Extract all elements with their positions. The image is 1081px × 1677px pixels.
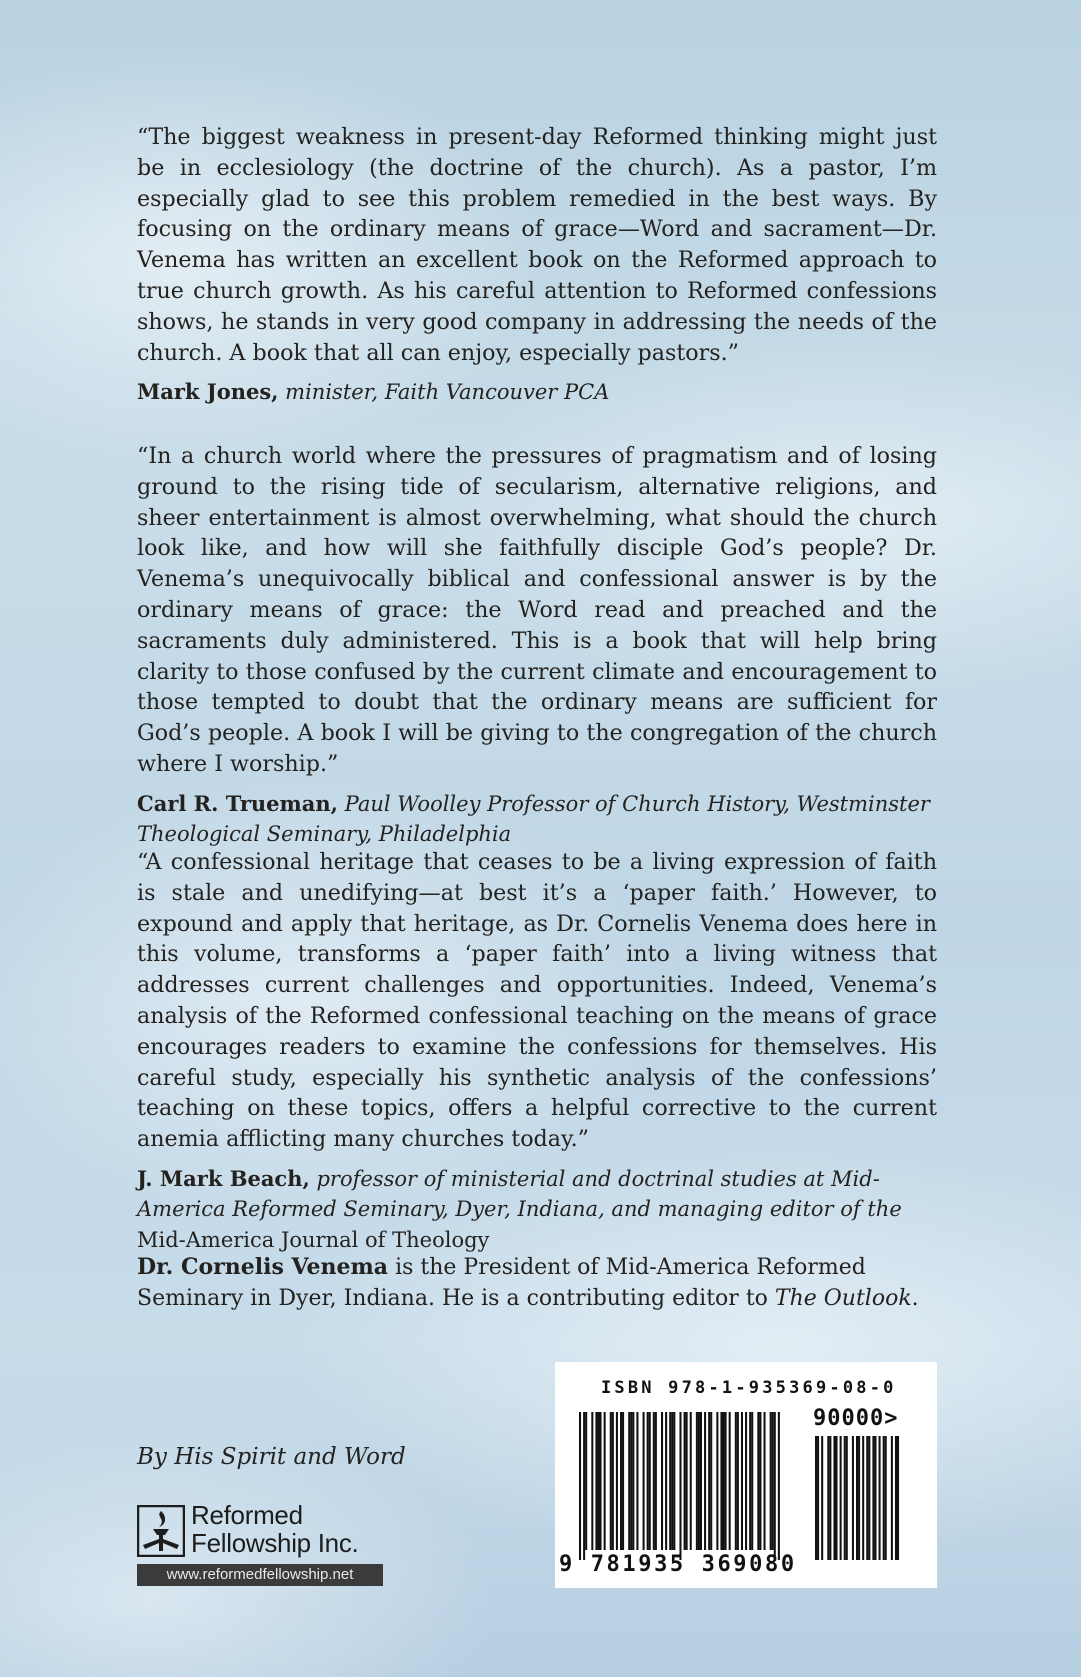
blurb-3-name: J. Mark Beach, [137, 1165, 310, 1191]
barcode-bar [708, 1412, 710, 1550]
barcode-bar [696, 1412, 698, 1550]
barcode-addon-bar [883, 1436, 885, 1560]
blurb-3-quote: “A confessional heritage that ceases to be a living expression of faith is stale and unedifying—at best it’s a ‘paper faith.’ However, to expound and apply that heritage, as Dr. Cornelis Venema does here in this volume, transforms a ‘paper faith’ into a living witness that addresses current challenges and opportunities. Indeed, Venema’s analysis of the Reformed confessional teaching on the means of grace encourages readers to examine the confessions for themselves. His careful study, especially his synthetic analysis of the confessions’ teaching on these topics, offers a helpful corrective to the current anemia afflicting many churches today.” [137, 849, 937, 1153]
barcode-bar [729, 1412, 731, 1550]
barcode-bar [600, 1412, 602, 1550]
blurb-3-title-the: the [867, 1197, 902, 1222]
barcode-bar [597, 1412, 599, 1550]
blurb-2-name: Carl R. Trueman, [137, 790, 338, 816]
barcode-bar [679, 1412, 681, 1560]
barcode-bar [723, 1412, 725, 1550]
barcode-bar [745, 1412, 747, 1550]
barcode-addon-bar [815, 1436, 817, 1560]
author-bio-text [137, 1252, 937, 1315]
barcode-bar [661, 1412, 663, 1550]
author-bio-name: Dr. Cornelis Venema [137, 1254, 389, 1280]
blurb-3-journal: Mid-America Journal of Theology [137, 1227, 490, 1252]
barcode-addon-bar [829, 1436, 831, 1560]
barcode-addon-bar [833, 1436, 835, 1560]
author-bio-publication: The Outlook [774, 1285, 912, 1311]
barcode-bar [632, 1412, 634, 1550]
author-bio [137, 1252, 937, 1315]
isbn-barcode [555, 1362, 937, 1588]
barcode-addon-bar [846, 1436, 848, 1560]
barcode-bar [741, 1412, 743, 1550]
barcode-bar [686, 1412, 688, 1550]
barcode-addon-bar [821, 1436, 823, 1560]
barcode-bar [710, 1412, 712, 1550]
blurb-2 [137, 441, 937, 850]
author-bio-end: . [911, 1285, 919, 1311]
barcode-addon-bar [868, 1436, 870, 1560]
blurb-3-title: professor of ministerial and doctrinal studies at Mid-America Reformed Seminary, Dyer, Indiana, and managing editor of [137, 1166, 880, 1222]
barcode-bar [647, 1412, 649, 1550]
barcode-bar [770, 1412, 772, 1550]
barcode-addon-bar [891, 1436, 893, 1560]
barcode-bar [704, 1412, 706, 1550]
barcode-addon-bar [840, 1436, 842, 1560]
barcode-bar [643, 1412, 645, 1550]
barcode-bar [716, 1412, 718, 1550]
blurb-1-quote: “The biggest weakness in present-day Reformed thinking might just be in ecclesiology (the doctrine of the church). As a pastor, I’m especially glad to see this problem remedied in the best ways. By focusing on the ordinary means of grace—Word and sacrament—Dr. Venema has written an excellent book on the Reformed approach to true church growth. As his careful attention to Reformed confessions shows, he stands in very good company in addressing the needs of the church. A book that all can enjoy, especially pastors.” [137, 124, 937, 366]
barcode-bar [751, 1412, 753, 1550]
blurb-2-quote: “In a church world where the pressures of pragmatism and of losing ground to the rising tide of secularism, alternative religions, and sheer entertainment is almost overwhelming, what should the church look like, and how will she faithfully disciple God’s people? Dr. Venema’s unequivocally biblical and confessional answer is by the ordinary means of grace: the Word read and preached and the sacraments duly administered. This is a book that will help bring clarity to those confused by the current climate and encouragement to those tempted to doubt that the ordinary means are sufficient for God’s people. A book I will be giving to the congregation of the church where I worship.” [137, 443, 937, 777]
barcode-addon-bar [885, 1436, 887, 1560]
publisher-name-line-2: Fellowship Inc. [191, 1528, 359, 1558]
barcode-addon-bar [856, 1436, 858, 1560]
barcode-addon-bar [866, 1436, 868, 1560]
barcode-addon-bar [874, 1436, 876, 1560]
barcode-bar [636, 1412, 638, 1550]
barcode-addon-bar [827, 1436, 829, 1560]
barcode-bar [772, 1412, 774, 1550]
blurb-2-title: Paul Woolley Professor of Church History, Westminster Theological Seminary, Philadelphia [137, 791, 930, 847]
barcode-bar [585, 1412, 587, 1550]
barcode-addon-bar [836, 1436, 838, 1560]
barcode-bar [690, 1412, 692, 1550]
publisher-name [191, 1501, 358, 1557]
blurb-1 [137, 122, 937, 408]
publisher-logo [137, 1500, 385, 1585]
barcode-bar [591, 1412, 593, 1550]
barcode-bar [774, 1412, 776, 1560]
barcode-bar [725, 1412, 727, 1550]
barcode-bar [759, 1412, 761, 1550]
isbn-label: ISBN 978-1-935369-08-0 [601, 1378, 897, 1398]
barcode-bar [665, 1412, 667, 1550]
barcode-bar [671, 1412, 673, 1550]
barcode-bar [700, 1412, 702, 1550]
barcode-bar [628, 1412, 630, 1550]
barcode-bar [616, 1412, 618, 1550]
ean-digits: 9 781935 369080 [559, 1552, 797, 1577]
barcode-bar [649, 1412, 651, 1550]
barcode-addon-bar [862, 1436, 864, 1560]
barcode-addon-bar [817, 1436, 819, 1560]
barcode-addon-bar [895, 1436, 897, 1560]
blurb-2-attribution [137, 789, 937, 850]
blurb-1-name: Mark Jones, [137, 379, 279, 405]
series-title: By His Spirit and Word [137, 1444, 406, 1470]
blurb-3-attribution [137, 1164, 937, 1256]
publisher-name-line-1: Reformed [191, 1500, 303, 1530]
blurb-3 [137, 847, 937, 1255]
barcode-bar [579, 1412, 581, 1560]
barcode-bar [595, 1412, 597, 1550]
publisher-url: www.reformedfellowship.net [137, 1564, 383, 1586]
barcode-bar [612, 1412, 614, 1550]
barcode-bar [749, 1412, 751, 1550]
torch-icon [137, 1505, 185, 1557]
barcode-bar [735, 1412, 737, 1550]
barcode-bar [655, 1412, 657, 1550]
barcode-bar [653, 1412, 655, 1550]
barcode-bar [684, 1412, 686, 1550]
barcode-bar [669, 1412, 671, 1550]
barcode-bar [583, 1412, 585, 1560]
barcode-bar [610, 1412, 612, 1550]
barcode-bar [764, 1412, 766, 1550]
barcode-addon-bar [872, 1436, 874, 1560]
barcode-addon-bar [858, 1436, 860, 1560]
barcode-addon-bar [844, 1436, 846, 1560]
barcode-bar [620, 1412, 622, 1550]
barcode-bar [737, 1412, 739, 1550]
blurb-1-attribution [137, 377, 937, 408]
barcode-addon-bar [852, 1436, 854, 1560]
barcode-bar [630, 1412, 632, 1550]
barcode-bar [622, 1412, 624, 1550]
barcode-bar [720, 1412, 722, 1550]
barcode-addon-bar [897, 1436, 899, 1560]
barcode-bar [778, 1412, 780, 1560]
price-code: 90000> [813, 1406, 899, 1431]
author-bio-body: is the President of Mid-America Reformed Seminary in Dyer, Indiana. He is a contributing editor to [137, 1255, 866, 1311]
blurb-1-title: minister, Faith Vancouver PCA [285, 380, 610, 405]
barcode-addon-bar [879, 1436, 881, 1560]
barcode-bar [698, 1412, 700, 1550]
barcode-bar [673, 1412, 675, 1550]
barcode-bar [604, 1412, 606, 1550]
barcode-bar [757, 1412, 759, 1550]
